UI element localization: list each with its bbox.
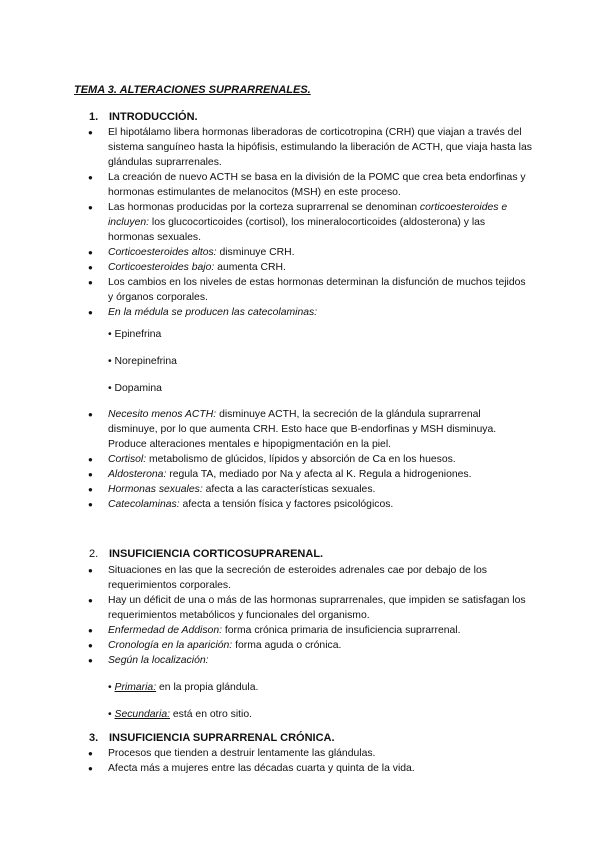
- list-item: ● Afecta más a mujeres entre las décadas cuarta y quinta de la vida.: [87, 761, 532, 776]
- catecholamine-item: • Dopamina: [108, 383, 162, 394]
- section-title: INSUFICIENCIA SUPRARRENAL CRÓNICA.: [109, 732, 335, 744]
- section-number: 2.: [89, 548, 99, 560]
- document-title: TEMA 3. ALTERACIONES SUPRARRENALES.: [74, 84, 311, 96]
- list-item: ● Necesito menos ACTH: disminuye ACTH, la secreción de la glándula suprarrenal disminuye, por lo que aumenta CRH. Esto hace que B-endorfinas y MSH disminuya. Produce alteraciones mentales e hipopigmentación en la piel.: [87, 407, 532, 452]
- section-title: INTRODUCCIÓN.: [109, 111, 198, 123]
- list-item: ● Aldosterona: regula TA, mediado por Na y afecta al K. Regula a hidrogeniones.: [87, 467, 532, 482]
- list-item: ● El hipotálamo libera hormonas liberadoras de corticotropina (CRH) que viajan a través del sistema sanguíneo hasta la hipófisis, estimulando la liberación de ACTH, que viaja hasta las glándulas suprarrenales.: [87, 125, 532, 170]
- list-item: ● Según la localización:: [87, 653, 532, 668]
- catecholamine-item: • Norepinefrina: [108, 356, 177, 367]
- list-item: ● Los cambios en los niveles de estas hormonas determinan la disfunción de muchos tejidos y órganos corporales.: [87, 275, 532, 305]
- section-3-bullets: [87, 746, 532, 776]
- section-2-bullets: [87, 563, 532, 668]
- section-number: 1.: [89, 111, 99, 123]
- section-1-bullets-continued: [87, 407, 532, 512]
- section-1-bullets: [87, 125, 532, 320]
- list-item: ● Enfermedad de Addison: forma crónica primaria de insuficiencia suprarrenal.: [87, 623, 532, 638]
- list-item: ● Procesos que tienden a destruir lentamente las glándulas.: [87, 746, 532, 761]
- list-item: ● La creación de nuevo ACTH se basa en la división de la POMC que crea beta endorfinas y hormonas estimulantes de melanocitos (MSH) en este proceso.: [87, 170, 532, 200]
- catecholamine-item: • Epinefrina: [108, 329, 162, 340]
- list-item: ● Hormonas sexuales: afecta a las características sexuales.: [87, 482, 532, 497]
- section-3-heading: [89, 732, 335, 744]
- list-item: ● Cortisol: metabolismo de glúcidos, lípidos y absorción de Ca en los huesos.: [87, 452, 532, 467]
- list-item: ● En la médula se producen las catecolaminas:: [87, 305, 532, 320]
- list-item: ● Hay un déficit de una o más de las hormonas suprarrenales, que impiden se satisfagan los requerimientos metabólicos y funcionales del organismo.: [87, 593, 532, 623]
- list-item: ● Las hormonas producidas por la corteza suprarrenal se denominan corticoesteroides e incluyen: los glucocorticoides (cortisol), los mineralocorticoides (aldosterona) y las hormonas sexuales.: [87, 200, 532, 245]
- section-title: INSUFICIENCIA CORTICOSUPRARENAL.: [109, 548, 324, 560]
- list-item: ● Situaciones en las que la secreción de esteroides adrenales cae por debajo de los requerimientos corporales.: [87, 563, 532, 593]
- list-item: ● Corticoesteroides altos: disminuye CRH.: [87, 245, 532, 260]
- section-number: 3.: [89, 732, 99, 744]
- list-item: ● Catecolaminas: afecta a tensión física y factores psicológicos.: [87, 497, 532, 512]
- section-2-heading: [89, 548, 323, 560]
- localization-item: • Secundaria: está en otro sitio.: [108, 709, 253, 720]
- list-item: ● Cronología en la aparición: forma aguda o crónica.: [87, 638, 532, 653]
- list-item: ● Corticoesteroides bajo: aumenta CRH.: [87, 260, 532, 275]
- localization-item: • Primaria: en la propia glándula.: [108, 682, 259, 693]
- section-1-heading: [89, 111, 198, 123]
